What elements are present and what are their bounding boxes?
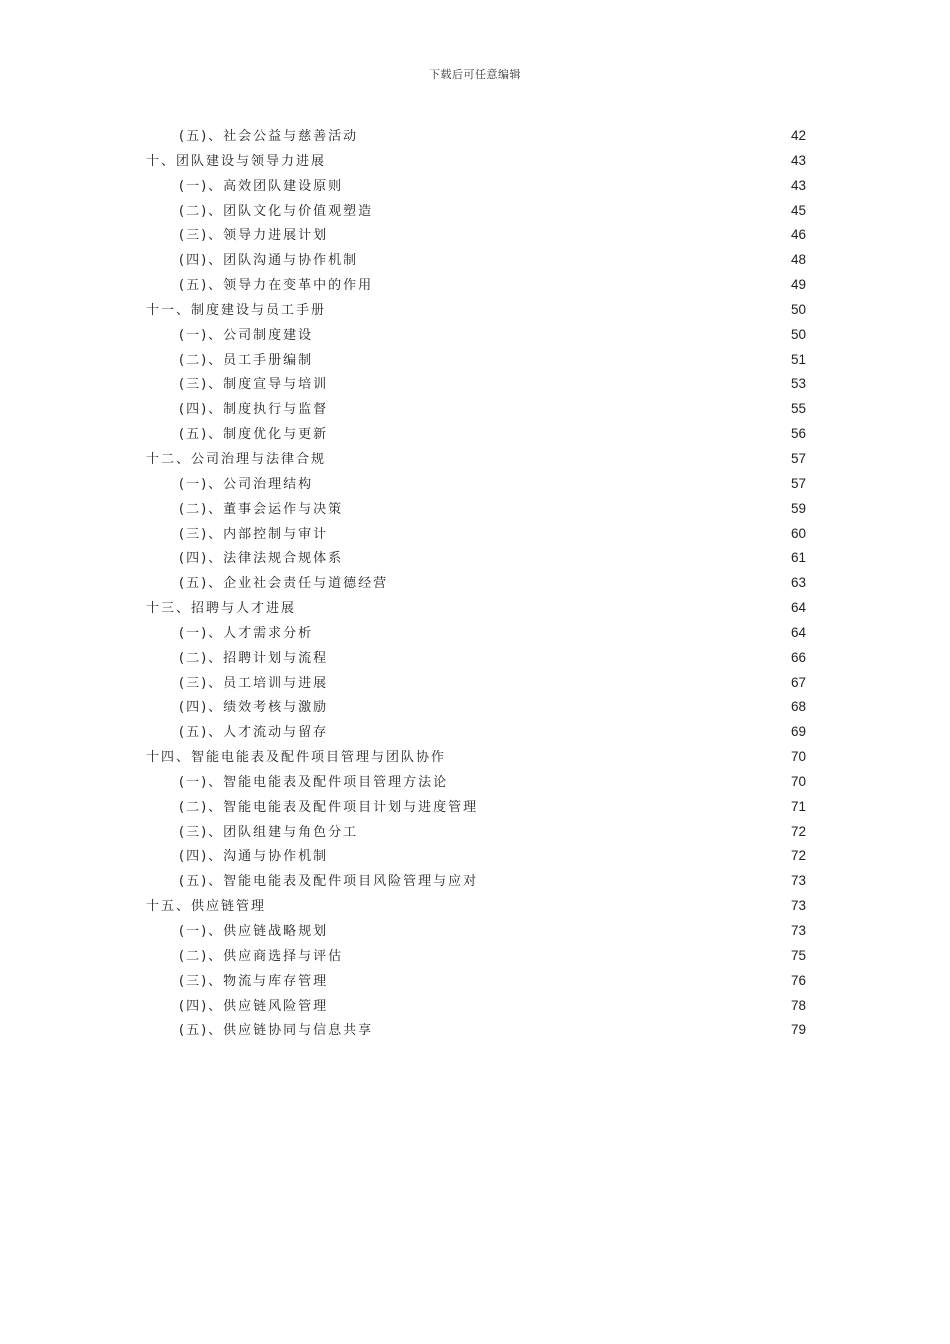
toc-section-entry[interactable] (146, 572, 806, 597)
toc-page-number: 71 (790, 798, 806, 814)
toc-chapter-entry[interactable] (146, 299, 806, 324)
toc-section-entry[interactable] (146, 373, 806, 398)
toc-section-entry[interactable] (146, 622, 806, 647)
toc-chapter-entry[interactable] (146, 597, 806, 622)
toc-page-number: 70 (790, 749, 806, 765)
toc-dot-leader (329, 403, 790, 413)
toc-section-entry[interactable] (146, 249, 806, 274)
toc-entry-label: (四)、沟通与协作机制 (179, 849, 329, 865)
toc-section-entry[interactable] (146, 498, 806, 523)
toc-section-entry[interactable] (146, 647, 806, 672)
toc-section-entry[interactable] (146, 796, 806, 821)
toc-page-number: 76 (790, 972, 806, 988)
toc-page-number: 56 (790, 426, 806, 442)
toc-entry-label: (四)、团队沟通与协作机制 (179, 253, 359, 269)
toc-dot-leader (314, 329, 790, 339)
toc-entry-label: (一)、公司制度建设 (179, 327, 314, 343)
toc-dot-leader (329, 701, 790, 711)
toc-page-number: 72 (790, 823, 806, 839)
toc-entry-label: (二)、董事会运作与决策 (179, 501, 344, 517)
toc-entry-label: (五)、智能电能表及配件项目风险管理与应对 (179, 874, 479, 890)
toc-entry-label: 十、团队建设与领导力进展 (146, 153, 327, 169)
toc-entry-label: (二)、员工手册编制 (179, 352, 314, 368)
toc-entry-label: (一)、智能电能表及配件项目管理方法论 (179, 774, 449, 790)
toc-dot-leader (344, 503, 790, 513)
toc-entry-label: (二)、供应商选择与评估 (179, 948, 344, 964)
toc-dot-leader (329, 528, 790, 538)
toc-chapter-entry[interactable] (146, 746, 806, 771)
toc-dot-leader (374, 205, 790, 215)
toc-section-entry[interactable] (146, 175, 806, 200)
toc-page-number: 64 (790, 624, 806, 640)
toc-section-entry[interactable] (146, 274, 806, 299)
toc-dot-leader (329, 925, 790, 935)
toc-entry-label: (四)、制度执行与监督 (179, 402, 329, 418)
toc-page-number: 79 (790, 1022, 806, 1038)
toc-page-number: 61 (790, 550, 806, 566)
toc-dot-leader (329, 726, 790, 736)
toc-entry-label: (三)、团队组建与角色分工 (179, 824, 359, 840)
toc-page-number: 78 (790, 997, 806, 1013)
toc-entry-label: (一)、高效团队建设原则 (179, 178, 344, 194)
toc-page-number: 70 (790, 773, 806, 789)
toc-dot-leader (359, 254, 790, 264)
table-of-contents (146, 125, 806, 1044)
toc-section-entry[interactable] (146, 696, 806, 721)
toc-chapter-entry[interactable] (146, 895, 806, 920)
toc-page-number: 75 (790, 947, 806, 963)
toc-page-number: 43 (790, 152, 806, 168)
toc-entry-label: 十四、智能电能表及配件项目管理与团队协作 (146, 750, 447, 766)
toc-page-number: 57 (790, 475, 806, 491)
toc-dot-leader (389, 577, 790, 587)
toc-dot-leader (329, 975, 790, 985)
toc-section-entry[interactable] (146, 547, 806, 572)
toc-section-entry[interactable] (146, 845, 806, 870)
toc-entry-label: (二)、团队文化与价值观塑造 (179, 203, 374, 219)
toc-entry-label: (三)、领导力进展计划 (179, 228, 329, 244)
toc-dot-leader (329, 652, 790, 662)
toc-dot-leader (359, 826, 790, 836)
page-header-note: 下载后可任意编辑 (429, 68, 521, 81)
toc-dot-leader (314, 354, 790, 364)
toc-entry-label: 十五、供应链管理 (146, 899, 267, 915)
toc-dot-leader (374, 279, 790, 289)
toc-entry-label: 十三、招聘与人才进展 (146, 601, 297, 617)
toc-entry-label: 十一、制度建设与员工手册 (146, 302, 327, 318)
toc-entry-label: (三)、内部控制与审计 (179, 526, 329, 542)
toc-section-entry[interactable] (146, 349, 806, 374)
toc-page-number: 43 (790, 177, 806, 193)
toc-dot-leader (374, 1024, 790, 1034)
toc-page-number: 57 (790, 450, 806, 466)
toc-page-number: 68 (790, 699, 806, 715)
toc-section-entry[interactable] (146, 771, 806, 796)
toc-page-number: 51 (790, 351, 806, 367)
toc-dot-leader (479, 875, 790, 885)
toc-entry-label: (四)、法律法规合规体系 (179, 551, 344, 567)
toc-section-entry[interactable] (146, 920, 806, 945)
toc-section-entry[interactable] (146, 523, 806, 548)
toc-section-entry[interactable] (146, 821, 806, 846)
toc-page-number: 72 (790, 848, 806, 864)
toc-page-number: 67 (790, 674, 806, 690)
toc-dot-leader (297, 602, 790, 612)
toc-dot-leader (447, 751, 790, 761)
toc-page-number: 59 (790, 500, 806, 516)
toc-dot-leader (359, 130, 790, 140)
toc-section-entry[interactable] (146, 224, 806, 249)
toc-section-entry[interactable] (146, 995, 806, 1020)
toc-section-entry[interactable] (146, 423, 806, 448)
toc-section-entry[interactable] (146, 125, 806, 150)
toc-page-number: 64 (790, 600, 806, 616)
toc-entry-label: (二)、招聘计划与流程 (179, 650, 329, 666)
toc-entry-label: (四)、供应链风险管理 (179, 998, 329, 1014)
toc-entry-label: (五)、供应链协同与信息共享 (179, 1023, 374, 1039)
toc-dot-leader (314, 627, 790, 637)
toc-page-number: 45 (790, 202, 806, 218)
toc-chapter-entry[interactable] (146, 448, 806, 473)
toc-dot-leader (327, 155, 790, 165)
toc-page-number: 48 (790, 252, 806, 268)
toc-page-number: 69 (790, 724, 806, 740)
toc-entry-label: (五)、领导力在变革中的作用 (179, 278, 374, 294)
toc-entry-label: (二)、智能电能表及配件项目计划与进度管理 (179, 799, 479, 815)
toc-entry-label: (三)、物流与库存管理 (179, 973, 329, 989)
toc-entry-label: (五)、企业社会责任与道德经营 (179, 576, 389, 592)
toc-page-number: 50 (790, 301, 806, 317)
toc-page-number: 60 (790, 525, 806, 541)
toc-dot-leader (344, 552, 790, 562)
toc-dot-leader (329, 1000, 790, 1010)
toc-entry-label: (一)、人才需求分析 (179, 625, 314, 641)
toc-entry-label: (一)、供应链战略规划 (179, 924, 329, 939)
toc-entry-label: (三)、制度宣导与培训 (179, 377, 329, 393)
toc-entry-label: (五)、人才流动与留存 (179, 725, 329, 741)
toc-entry-label: 十二、公司治理与法律合规 (146, 451, 327, 467)
toc-dot-leader (329, 850, 790, 860)
toc-section-entry[interactable] (146, 398, 806, 423)
toc-page-number: 42 (790, 128, 806, 143)
toc-page-number: 46 (790, 227, 806, 243)
toc-dot-leader (329, 428, 790, 438)
toc-page-number: 73 (790, 898, 806, 914)
toc-section-entry[interactable] (146, 970, 806, 995)
toc-dot-leader (267, 900, 790, 910)
toc-page-number: 50 (790, 326, 806, 342)
toc-dot-leader (479, 801, 790, 811)
toc-dot-leader (329, 677, 790, 687)
toc-dot-leader (329, 229, 790, 239)
toc-section-entry[interactable] (146, 200, 806, 225)
toc-dot-leader (344, 950, 790, 960)
toc-dot-leader (344, 180, 790, 190)
toc-section-entry[interactable] (146, 721, 806, 746)
toc-section-entry[interactable] (146, 672, 806, 697)
toc-entry-label: (四)、绩效考核与激励 (179, 700, 329, 716)
toc-section-entry[interactable] (146, 945, 806, 970)
toc-page-number: 63 (790, 575, 806, 591)
toc-section-entry[interactable] (146, 1019, 806, 1044)
toc-dot-leader (314, 478, 790, 488)
toc-entry-label: (三)、员工培训与进展 (179, 675, 329, 691)
toc-page-number: 73 (790, 873, 806, 889)
toc-page-number: 66 (790, 649, 806, 665)
toc-page-number: 55 (790, 401, 806, 417)
toc-section-entry[interactable] (146, 473, 806, 498)
toc-entry-label: (五)、社会公益与慈善活动 (179, 129, 359, 144)
toc-dot-leader (327, 453, 790, 463)
toc-dot-leader (327, 304, 790, 314)
toc-section-entry[interactable] (146, 870, 806, 895)
toc-page-number: 73 (790, 923, 806, 938)
toc-chapter-entry[interactable] (146, 150, 806, 175)
toc-dot-leader (449, 776, 790, 786)
toc-page-number: 53 (790, 376, 806, 392)
toc-entry-label: (五)、制度优化与更新 (179, 427, 329, 443)
toc-page-number: 49 (790, 277, 806, 293)
toc-dot-leader (329, 378, 790, 388)
toc-entry-label: (一)、公司治理结构 (179, 476, 314, 492)
toc-section-entry[interactable] (146, 324, 806, 349)
